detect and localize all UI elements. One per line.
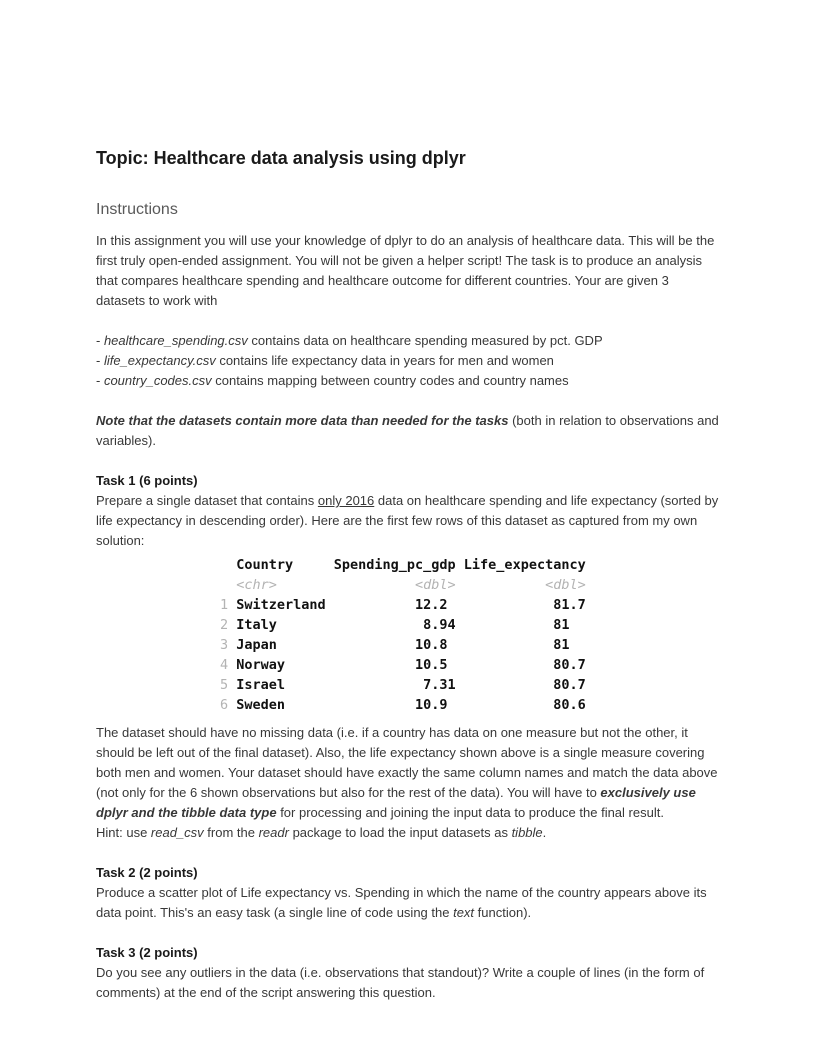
task3-heading: Task 3 (2 points) (96, 945, 198, 960)
text-segment: data on healthcare spending and life expectancy (sorted by life expectancy in descending order). Here are the first few rows of this dataset as captured from my own solution: (96, 493, 719, 548)
dataset-item-healthcare-spending (96, 331, 720, 351)
task3-section (96, 943, 720, 1003)
dataset-item-country-codes (96, 371, 720, 391)
intro-paragraph (96, 231, 720, 311)
text-segment: contains mapping between country codes and country names (211, 373, 569, 388)
text-segment: Prepare a single dataset that contains (96, 493, 318, 508)
text-segment: . (542, 825, 547, 840)
task1-hint (96, 823, 720, 843)
task1-description (96, 491, 720, 551)
cell-spending: 10.9 (415, 697, 448, 713)
console-header-spending: Spending_pc_gdp (333, 557, 456, 573)
cell-country: Sweden (236, 697, 286, 713)
console-row (220, 675, 720, 695)
task3-description (96, 963, 720, 1003)
section-heading-instructions: Instructions (96, 201, 178, 218)
task1-details (96, 723, 720, 823)
cell-life: 80.7 (553, 677, 586, 693)
console-row (220, 655, 720, 675)
text-segment: contains data on healthcare spending measured by pct. GDP (247, 333, 603, 348)
cell-life: 80.7 (553, 657, 586, 673)
console-types-numcol (220, 575, 228, 595)
console-row (220, 615, 720, 635)
row-number: 4 (220, 657, 229, 673)
text-segment: The dataset should have no missing data (i.e. if a country has data on one measure but not the other, it should be left out of the final dataset). Also, the life expectancy shown above is a single measure covering both men and women. Your dataset should have exactly the same column names and match the data above (not only for the 6 shown observations but also for the rest of the data). You will have to (96, 725, 718, 800)
task2-description (96, 883, 720, 923)
cell-country: Israel (236, 677, 286, 693)
text-segment: package to load the input datasets as (288, 825, 512, 840)
note-paragraph (96, 411, 720, 451)
console-output (220, 555, 720, 715)
console-header-numcol (220, 555, 228, 575)
task2-heading: Task 2 (2 points) (96, 865, 198, 880)
text-segment: from the (203, 825, 259, 840)
text-segment: (both in relation to observations and variables). (96, 413, 719, 448)
text-segment: In this assignment you will use your knowledge of dplyr to do an analysis of healthcare data. This will be the first truly open-ended assignment. You will not be given a helper script! The task is to produce an analysis that compares healthcare spending and healthcare outcome for different countries. Your are given 3 datasets to work with (96, 233, 715, 308)
cell-country: Italy (236, 617, 277, 633)
text-segment: function). (474, 905, 532, 920)
console-row (220, 635, 720, 655)
console-type-chr: <chr> (236, 577, 277, 593)
task1-section (96, 471, 720, 843)
dataset-item-life-expectancy (96, 351, 720, 371)
console-type-dbl-spending: <dbl> (415, 577, 456, 593)
cell-life: 81 (553, 617, 570, 633)
row-number: 6 (220, 697, 229, 713)
row-number: 1 (220, 597, 229, 613)
text-segment: only 2016 (317, 493, 375, 508)
dataset-list (96, 331, 720, 391)
cell-spending: 10.5 (415, 657, 448, 673)
task2-section (96, 863, 720, 923)
cell-country: Norway (236, 657, 286, 673)
cell-life: 81.7 (553, 597, 586, 613)
cell-spending: 12.2 (415, 597, 448, 613)
console-header-row (220, 555, 720, 575)
text-segment: read_csv (150, 825, 204, 840)
text-segment: exclusively use dplyr and the tibble data type (96, 785, 696, 820)
text-segment: country_codes.csv (103, 373, 212, 388)
console-row (220, 595, 720, 615)
row-number: 5 (220, 677, 229, 693)
text-segment: readr (258, 825, 289, 840)
row-number: 3 (220, 637, 229, 653)
text-segment: - (96, 353, 104, 368)
cell-spending: 10.8 (415, 637, 448, 653)
cell-spending: 7.31 (423, 677, 456, 693)
text-segment: - (96, 333, 104, 348)
text-segment: - (96, 373, 104, 388)
text-segment: tibble (511, 825, 543, 840)
console-types-row (220, 575, 720, 595)
text-segment: contains life expectancy data in years for men and women (215, 353, 554, 368)
cell-life: 80.6 (553, 697, 586, 713)
task1-heading: Task 1 (6 points) (96, 473, 198, 488)
text-segment: Do you see any outliers in the data (i.e. observations that standout)? Write a couple of lines (in the form of comments) at the end of the script answering this question. (96, 965, 705, 1000)
console-row (220, 695, 720, 715)
cell-spending: 8.94 (423, 617, 456, 633)
console-header-country: Country (236, 557, 294, 573)
text-segment: healthcare_spending.csv (103, 333, 248, 348)
doc-title: Topic: Healthcare data analysis using dplyr (96, 148, 466, 168)
cell-country: Switzerland (236, 597, 326, 613)
row-number: 2 (220, 617, 229, 633)
text-segment: for processing and joining the input data to produce the final result. (276, 805, 664, 820)
text-segment: life_expectancy.csv (103, 353, 216, 368)
text-segment: Note that the datasets contain more data than needed for the tasks (96, 413, 509, 428)
console-type-dbl-life: <dbl> (545, 577, 586, 593)
text-segment: text (453, 905, 475, 920)
text-segment: Hint: use (96, 825, 151, 840)
text-segment: Produce a scatter plot of Life expectancy vs. Spending in which the name of the country appears above its data point. This's an easy task (a single line of code using the (96, 885, 707, 920)
cell-country: Japan (236, 637, 277, 653)
cell-life: 81 (553, 637, 570, 653)
console-header-life: Life_expectancy (463, 557, 586, 573)
